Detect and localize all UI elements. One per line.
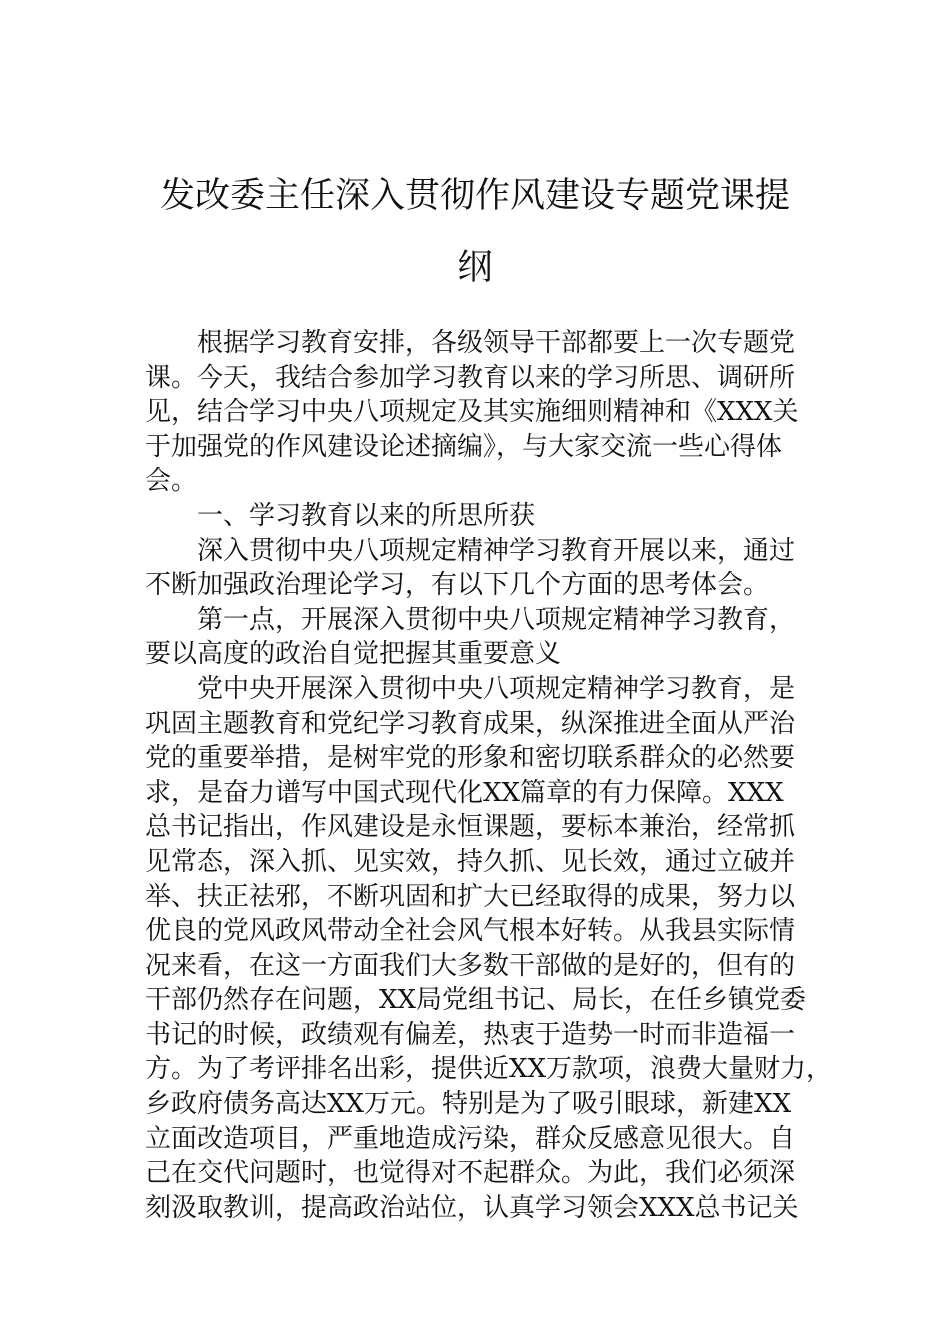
body-text-line: 根据学习教育安排，各级领导干部都要上一次专题党 <box>197 328 796 358</box>
body-text-line: 书记的时候，政绩观有偏差，热衷于造势一时而非造福一 <box>145 1019 796 1050</box>
body-text-line: 一、学习教育以来的所思所获 <box>197 500 536 531</box>
body-text-line: 况来看，在这一方面我们大多数干部做的是好的，但有的 <box>145 950 796 981</box>
body-text-line: 刻汲取教训，提高政治站位，认真学习领会XXX总书记关 <box>145 1192 799 1223</box>
body-text-line: 方。为了考评排名出彩，提供近XX万款项，浪费大量财力， <box>145 1054 833 1085</box>
body-text-line: 求，是奋力谱写中国式现代化XX篇章的有力保障。XXX <box>145 777 784 808</box>
body-text-line: 党的重要举措，是树牢党的形象和密切联系群众的必然要 <box>145 743 796 774</box>
body-text-line: 于加强党的作风建设论述摘编》，与大家交流一些心得体 <box>145 431 783 462</box>
document-body <box>145 326 833 1225</box>
title-line-1: 发改委主任深入贯彻作风建设专题党课提 <box>159 176 790 216</box>
body-text-line: 总书记指出，作风建设是永恒课题，要标本兼治，经常抓 <box>145 812 796 843</box>
body-text-line: 干部仍然存在问题，XX局党组书记、局长，在任乡镇党委 <box>145 985 807 1016</box>
body-text-line: 见常态，深入抓、见实效，持久抓、见长效，通过立破并 <box>145 846 796 877</box>
body-text-line: 举、扶正祛邪，不断巩固和扩大已经取得的成果，努力以 <box>145 881 796 912</box>
body-text-line: 优良的党风政风带动全社会风气根本好转。从我县实际情 <box>145 916 796 947</box>
body-text-line: 会。 <box>145 466 198 497</box>
body-text-line: 要以高度的政治自觉把握其重要意义 <box>145 639 562 670</box>
body-text-line: 第一点，开展深入贯彻中央八项规定精神学习教育， <box>197 604 796 635</box>
title-line-2: 纲 <box>457 248 493 288</box>
body-text-line: 立面改造项目，严重地造成污染，群众反感意见很大。自 <box>145 1123 796 1154</box>
body-text-line: 乡政府债务高达XX万元。特别是为了吸引眼球，新建XX <box>145 1089 792 1120</box>
body-text-line: 不断加强政治理论学习，有以下几个方面的思考体会。 <box>145 570 770 601</box>
body-text-line: 巩固主题教育和党纪学习教育成果，纵深推进全面从严治 <box>145 708 796 739</box>
body-text-line: 课。今天，我结合参加学习教育以来的学习所思、调研所 <box>145 362 796 393</box>
body-text-line: 见，结合学习中央八项规定及其实施细则精神和《XXX关 <box>145 397 799 428</box>
document-title <box>145 160 805 304</box>
body-text-line: 己在交代问题时，也觉得对不起群众。为此，我们必须深 <box>145 1158 796 1189</box>
body-text-line: 深入贯彻中央八项规定精神学习教育开展以来，通过 <box>197 535 796 566</box>
body-text-line: 党中央开展深入贯彻中央八项规定精神学习教育，是 <box>197 673 796 704</box>
